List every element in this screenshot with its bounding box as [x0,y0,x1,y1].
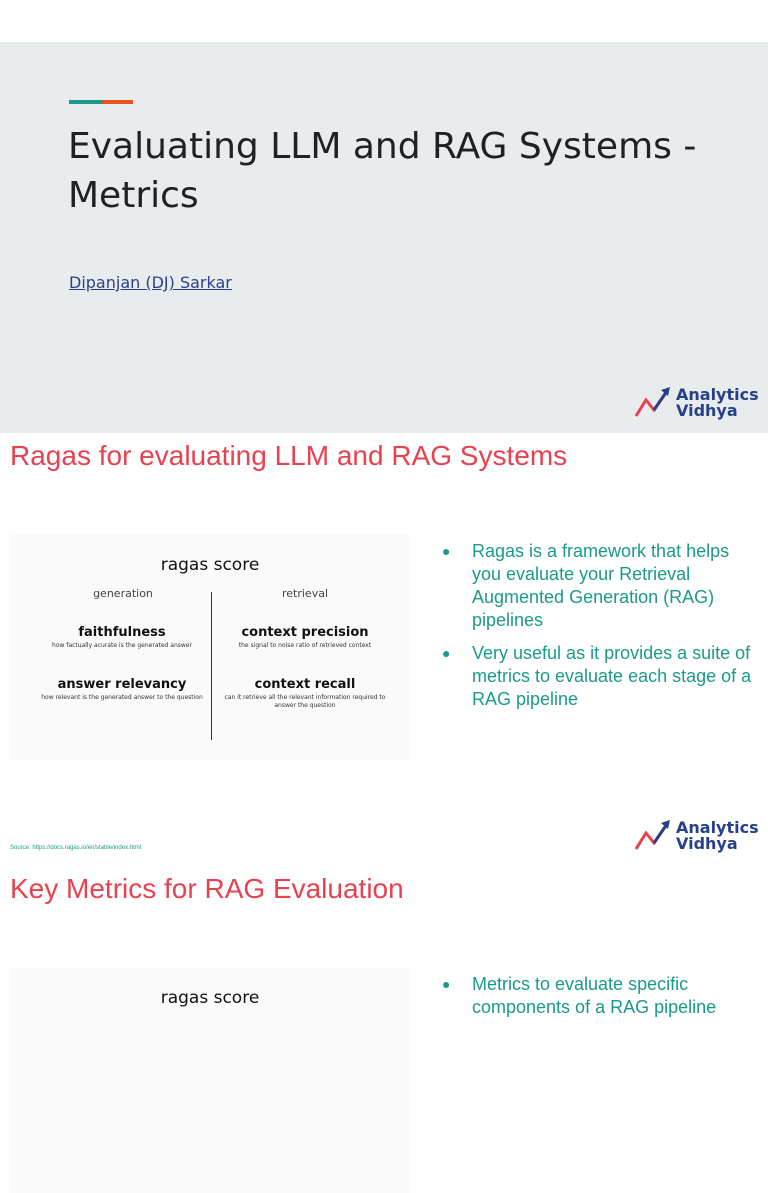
accent-bar-orange [101,100,133,104]
metric-description: can it retrieve all the relevant information required to answer the question [224,694,386,709]
metric-context-recall [215,677,395,710]
column-divider [211,592,212,740]
bullet-item [440,540,760,632]
logo-line-1: Analytics [676,385,759,404]
logo-line-2: Vidhya [676,834,738,853]
metric-name: answer relevancy [57,677,187,692]
bullet-list [440,540,760,721]
diagram-title: ragas score [160,988,260,1008]
title-slide [0,42,768,433]
metric-context-precision [215,625,395,650]
bullet-list [440,973,760,1029]
bullet-item [440,973,760,1019]
deck-title: Evaluating LLM and RAG Systems - Metrics [68,126,697,216]
bullet-text: Ragas is a framework that helps you evaluate your Retrieval Augmented Generation (RAG) pipelines [472,541,730,630]
column-label-generation: generation [93,587,153,600]
metric-description: how factually acurate is the generated answer [52,642,192,649]
bullet-text: Very useful as it provides a suite of metrics to evaluate each stage of a RAG pipeline [472,643,752,709]
bullet-dot-icon: ● [442,645,451,661]
metric-name: context precision [241,625,369,640]
accent-bar-teal [69,100,101,104]
author-link[interactable]: Dipanjan (DJ) Sarkar [69,273,232,292]
metric-answer-relevancy [32,677,212,702]
metric-description: the signal to noise ratio of retrieved context [238,642,372,649]
bullet-dot-icon: ● [442,543,451,559]
bullet-text: Metrics to evaluate specific components of a RAG pipeline [472,974,717,1017]
trend-arrow-icon [634,819,672,853]
slide-title-key-metrics: Key Metrics for RAG Evaluation [10,873,404,904]
column-label-retrieval: retrieval [281,587,328,600]
metric-faithfulness [32,625,212,650]
logo-line-2: Vidhya [676,401,738,420]
ragas-score-diagram [10,968,410,1193]
ragas-score-diagram [10,535,410,760]
slide-title-ragas: Ragas for evaluating LLM and RAG Systems [10,440,568,471]
diagram-title: ragas score [160,555,260,575]
analytics-vidhya-logo [634,819,759,853]
bullet-item [440,642,760,711]
analytics-vidhya-logo [634,386,759,420]
trend-arrow-icon [634,386,672,420]
metric-name: faithfulness [78,625,166,640]
source-citation: Source: https://docs.ragas.io/en/stable/index.html [10,845,142,851]
metric-description: how relevant is the generated answer to the question [41,694,203,701]
metric-name: context recall [254,677,356,692]
bullet-dot-icon: ● [442,976,451,992]
logo-line-1: Analytics [676,818,759,837]
